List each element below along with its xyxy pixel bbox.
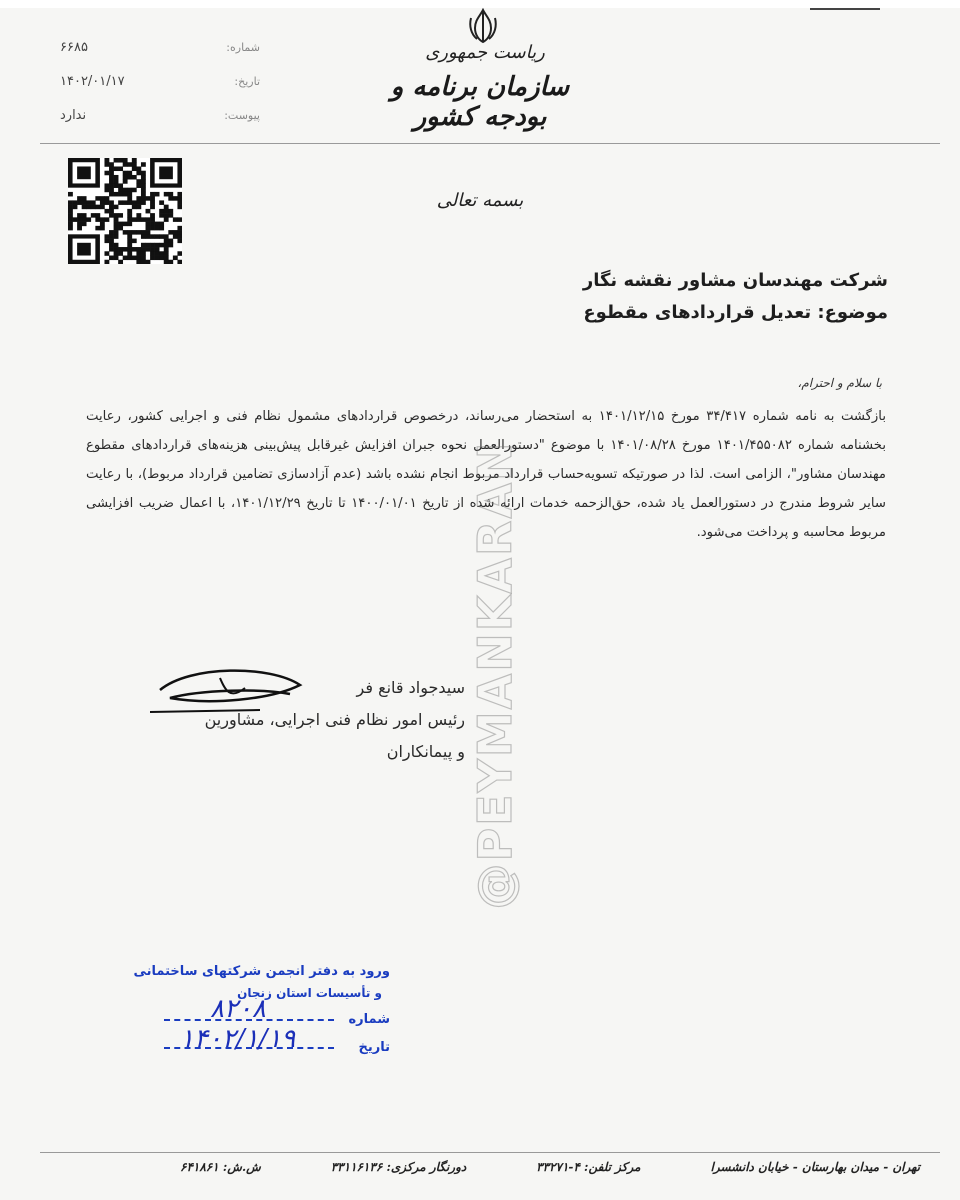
signature-title-line1: رئیس امور نظام فنی اجرایی، مشاورین bbox=[204, 710, 465, 729]
meta-date-label: تاریخ: bbox=[234, 74, 260, 88]
stamp-number-handwritten: ۸۲۰۸ bbox=[210, 994, 266, 1024]
footer-postal: ش.ش: ۶۴۱۸۶۱ bbox=[180, 1160, 261, 1174]
header-organization: سازمان برنامه و بودجه کشور bbox=[390, 72, 570, 132]
meta-date-row bbox=[60, 64, 260, 98]
footer-address: تهران - میدان بهارستان - خیابان دانشسرا bbox=[710, 1160, 920, 1174]
letter-body-text: بازگشت به نامه شماره ۳۴/۴۱۷ مورخ ۱۴۰۱/۱۲/۱۵ به استحضار می‌رساند، درخصوص قراردادهای مشمول نظام فنی و اجرایی کشور، رعایت بخشنامه شماره ۱۴۰۱/۴۵۵۰۸۲ مورخ ۱۴۰۱/۰۸/۲۸ با موضوع "دستورالعمل نحوه جبران افزایش غیرقابل پیش‌بینی هزینه‌های قراردادهای مقطوع مهندسان مشاور"، الزامی است. لذا در صورتیکه تسویه‌حساب قرارداد مربوط انجام نشده باشد (عدم آزادسازی تضامین قرارداد مربوط)، با رعایت سایر شروط مندرج در دستورالعمل یاد شده، حق‌الزحمه خدمات ارائه شده از تاریخ ۱۴۰۰/۰۱/۰۱ تا تاریخ ۱۴۰۱/۱۲/۲۹، با اعمال ضریب افزایشی مربوط محاسبه و پرداخت می‌شود. bbox=[86, 409, 886, 540]
meta-number-value: ۶۶۸۵ bbox=[60, 39, 88, 55]
incoming-stamp bbox=[133, 958, 390, 1068]
subject: موضوع: تعدیل قراردادهای مقطوع bbox=[583, 302, 888, 323]
footer-phone: مرکز تلفن: ۴-۳۳۲۷۱ bbox=[536, 1160, 641, 1174]
iran-emblem-icon bbox=[463, 6, 503, 46]
meta-attachment-row bbox=[60, 98, 260, 132]
meta-attachment-label: پیوست: bbox=[224, 108, 260, 122]
salutation: با سلام و احترام، bbox=[797, 376, 882, 390]
footer bbox=[180, 1160, 920, 1174]
meta-number-label: شماره: bbox=[226, 40, 260, 54]
meta-attachment-value: ندارد bbox=[60, 107, 87, 123]
signature-title-line2: و پیمانکاران bbox=[386, 742, 465, 761]
stamp-date-label: تاریخ bbox=[358, 1040, 390, 1055]
stamp-number-label: شماره bbox=[348, 1012, 390, 1027]
letter-metadata bbox=[60, 30, 260, 132]
recipient: شرکت مهندسان مشاور نقشه نگار bbox=[582, 270, 888, 291]
footer-divider bbox=[40, 1152, 940, 1153]
header-divider bbox=[40, 143, 940, 144]
watermark bbox=[465, 440, 525, 910]
header-presidency: ریاست جمهوری bbox=[425, 42, 545, 63]
meta-number-row bbox=[60, 30, 260, 64]
stamp-title-line2: و تأسیسات استان زنجان bbox=[237, 986, 382, 1000]
footer-fax: دورنگار مرکزی: ۳۳۱۱۶۱۳۶ bbox=[330, 1160, 467, 1174]
meta-date-value: ۱۴۰۲/۰۱/۱۷ bbox=[60, 73, 125, 89]
corner-mark bbox=[810, 8, 880, 10]
watermark-text: @PEYMANKARAN bbox=[468, 440, 522, 910]
stamp-date-handwritten: ۱۴۰۲/۱/۱۹ bbox=[180, 1024, 296, 1054]
signature-block bbox=[135, 672, 465, 768]
stamp-title-line1: ورود به دفتر انجمن شرکتهای ساختمانی bbox=[133, 964, 390, 979]
basmala: بسمه تعالی bbox=[436, 190, 524, 211]
signature-name: سیدجواد قانع فر bbox=[356, 678, 465, 697]
qr-code-icon bbox=[68, 158, 182, 264]
